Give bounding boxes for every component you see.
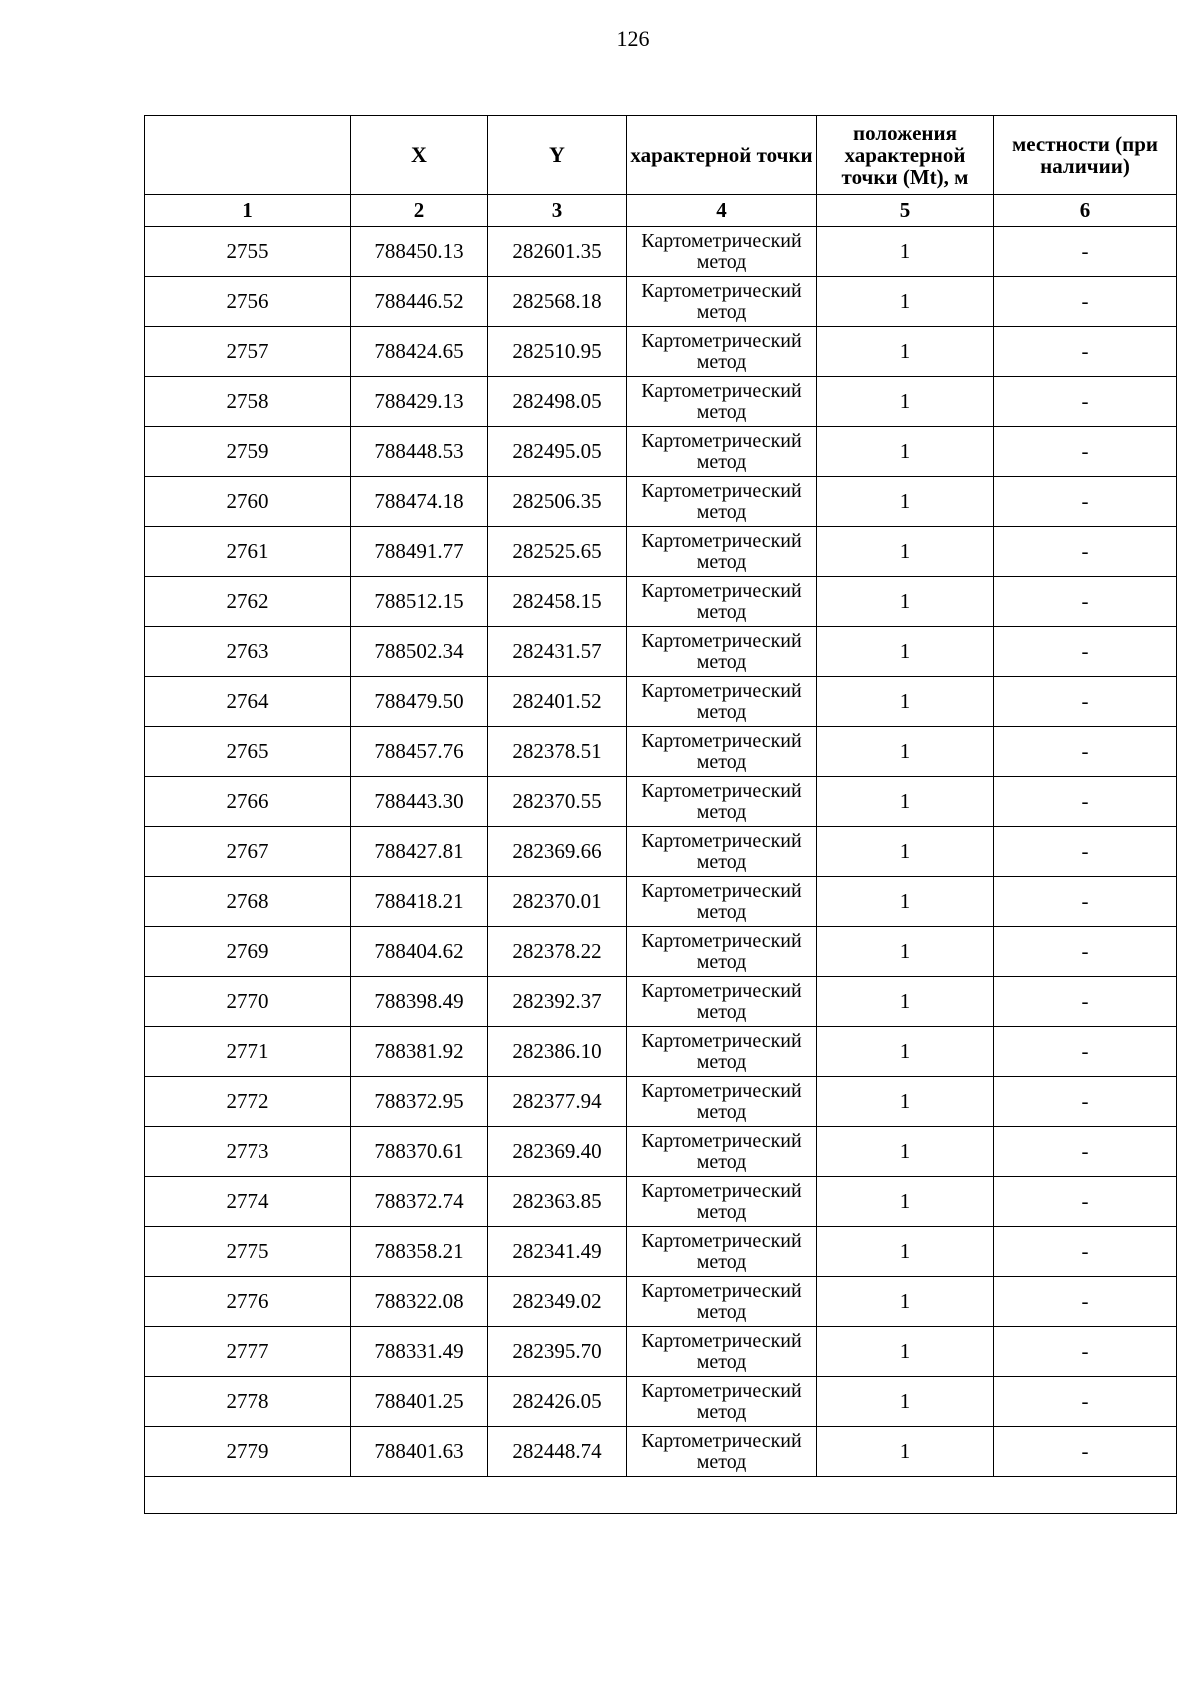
table-row xyxy=(145,1127,1177,1177)
location-cell: - xyxy=(994,1277,1177,1327)
accuracy-cell: 1 xyxy=(817,1327,994,1377)
x-coordinate-cell: 788372.95 xyxy=(351,1077,488,1127)
point-number-cell: 2775 xyxy=(145,1227,351,1277)
point-number-cell: 2776 xyxy=(145,1277,351,1327)
location-cell: - xyxy=(994,1077,1177,1127)
method-line-2: метод xyxy=(696,400,747,423)
column-number: 2 xyxy=(351,195,488,227)
x-coordinate-cell: 788401.63 xyxy=(351,1427,488,1477)
y-coordinate-cell: 282370.01 xyxy=(488,877,627,927)
table-row xyxy=(145,1327,1177,1377)
method-line-2: метод xyxy=(696,1400,747,1423)
location-cell: - xyxy=(994,977,1177,1027)
method-line-1: Картометрический xyxy=(641,829,802,852)
empty-cell xyxy=(145,1477,1177,1514)
header-row xyxy=(145,116,1177,195)
point-number-cell: 2760 xyxy=(145,477,351,527)
header-cell-x: X xyxy=(351,116,488,195)
point-number-cell: 2778 xyxy=(145,1377,351,1427)
y-coordinate-cell: 282498.05 xyxy=(488,377,627,427)
method-cell xyxy=(627,1077,817,1127)
y-coordinate-cell: 282378.22 xyxy=(488,927,627,977)
location-cell: - xyxy=(994,527,1177,577)
table-row xyxy=(145,577,1177,627)
table-row xyxy=(145,927,1177,977)
table-row xyxy=(145,677,1177,727)
x-coordinate-cell: 788322.08 xyxy=(351,1277,488,1327)
method-line-2: метод xyxy=(696,900,747,923)
y-coordinate-cell: 282377.94 xyxy=(488,1077,627,1127)
x-coordinate-cell: 788418.21 xyxy=(351,877,488,927)
x-coordinate-cell: 788479.50 xyxy=(351,677,488,727)
point-number-cell: 2771 xyxy=(145,1027,351,1077)
table-row xyxy=(145,727,1177,777)
accuracy-cell: 1 xyxy=(817,1277,994,1327)
accuracy-cell: 1 xyxy=(817,1427,994,1477)
table-row xyxy=(145,627,1177,677)
y-coordinate-cell: 282386.10 xyxy=(488,1027,627,1077)
point-number-cell: 2756 xyxy=(145,277,351,327)
method-cell xyxy=(627,1277,817,1327)
table-row xyxy=(145,477,1177,527)
method-line-1: Картометрический xyxy=(641,1129,802,1152)
x-coordinate-cell: 788502.34 xyxy=(351,627,488,677)
x-coordinate-cell: 788401.25 xyxy=(351,1377,488,1427)
point-number-cell: 2772 xyxy=(145,1077,351,1127)
location-cell: - xyxy=(994,477,1177,527)
table-row xyxy=(145,1277,1177,1327)
header-cell-location: местности (при наличии) xyxy=(994,116,1177,195)
method-line-2: метод xyxy=(696,700,747,723)
point-number-cell: 2758 xyxy=(145,377,351,427)
method-cell xyxy=(627,1327,817,1377)
method-cell xyxy=(627,827,817,877)
location-cell: - xyxy=(994,1327,1177,1377)
table-empty-footer-row xyxy=(145,1477,1177,1514)
method-cell xyxy=(627,877,817,927)
point-number-cell: 2759 xyxy=(145,427,351,477)
page-number: 126 xyxy=(616,26,650,51)
column-number: 5 xyxy=(817,195,994,227)
x-coordinate-cell: 788358.21 xyxy=(351,1227,488,1277)
table-row xyxy=(145,1077,1177,1127)
x-coordinate-cell: 788446.52 xyxy=(351,277,488,327)
accuracy-cell: 1 xyxy=(817,1077,994,1127)
y-coordinate-cell: 282601.35 xyxy=(488,227,627,277)
method-cell xyxy=(627,627,817,677)
x-coordinate-cell: 788404.62 xyxy=(351,927,488,977)
x-coordinate-cell: 788372.74 xyxy=(351,1177,488,1227)
x-coordinate-cell: 788331.49 xyxy=(351,1327,488,1377)
method-line-1: Картометрический xyxy=(641,379,802,402)
accuracy-cell: 1 xyxy=(817,1027,994,1077)
x-coordinate-cell: 788398.49 xyxy=(351,977,488,1027)
method-cell xyxy=(627,327,817,377)
method-line-1: Картометрический xyxy=(641,329,802,352)
method-cell xyxy=(627,977,817,1027)
method-line-2: метод xyxy=(696,300,747,323)
accuracy-cell: 1 xyxy=(817,827,994,877)
x-coordinate-cell: 788457.76 xyxy=(351,727,488,777)
accuracy-cell: 1 xyxy=(817,1127,994,1177)
y-coordinate-cell: 282378.51 xyxy=(488,727,627,777)
method-line-2: метод xyxy=(696,1100,747,1123)
y-coordinate-cell: 282495.05 xyxy=(488,427,627,477)
point-number-cell: 2766 xyxy=(145,777,351,827)
method-cell xyxy=(627,1227,817,1277)
method-cell xyxy=(627,777,817,827)
y-coordinate-cell: 282426.05 xyxy=(488,1377,627,1427)
point-number-cell: 2769 xyxy=(145,927,351,977)
method-line-1: Картометрический xyxy=(641,1079,802,1102)
accuracy-cell: 1 xyxy=(817,1227,994,1277)
x-coordinate-cell: 788443.30 xyxy=(351,777,488,827)
point-number-cell: 2767 xyxy=(145,827,351,877)
accuracy-cell: 1 xyxy=(817,627,994,677)
point-number-cell: 2774 xyxy=(145,1177,351,1227)
table-row xyxy=(145,327,1177,377)
y-coordinate-cell: 282525.65 xyxy=(488,527,627,577)
point-number-cell: 2765 xyxy=(145,727,351,777)
method-line-2: метод xyxy=(696,1000,747,1023)
method-line-1: Картометрический xyxy=(641,479,802,502)
method-line-1: Картометрический xyxy=(641,1329,802,1352)
location-cell: - xyxy=(994,1427,1177,1477)
location-cell: - xyxy=(994,1177,1177,1227)
x-coordinate-cell: 788427.81 xyxy=(351,827,488,877)
accuracy-cell: 1 xyxy=(817,927,994,977)
point-number-cell: 2763 xyxy=(145,627,351,677)
x-coordinate-cell: 788491.77 xyxy=(351,527,488,577)
method-cell xyxy=(627,477,817,527)
method-line-2: метод xyxy=(696,350,747,373)
method-line-2: метод xyxy=(696,800,747,823)
accuracy-cell: 1 xyxy=(817,277,994,327)
method-line-1: Картометрический xyxy=(641,279,802,302)
location-cell: - xyxy=(994,827,1177,877)
method-line-2: метод xyxy=(696,850,747,873)
table-row xyxy=(145,227,1177,277)
x-coordinate-cell: 788450.13 xyxy=(351,227,488,277)
x-coordinate-cell: 788474.18 xyxy=(351,477,488,527)
method-cell xyxy=(627,427,817,477)
accuracy-cell: 1 xyxy=(817,877,994,927)
accuracy-cell: 1 xyxy=(817,477,994,527)
method-cell xyxy=(627,227,817,277)
point-number-cell: 2755 xyxy=(145,227,351,277)
point-number-cell: 2773 xyxy=(145,1127,351,1177)
y-coordinate-cell: 282506.35 xyxy=(488,477,627,527)
header-cell-point-number xyxy=(145,116,351,195)
y-coordinate-cell: 282392.37 xyxy=(488,977,627,1027)
point-number-cell: 2779 xyxy=(145,1427,351,1477)
y-coordinate-cell: 282431.57 xyxy=(488,627,627,677)
method-line-1: Картометрический xyxy=(641,1179,802,1202)
table-row xyxy=(145,1227,1177,1277)
y-coordinate-cell: 282568.18 xyxy=(488,277,627,327)
column-number: 1 xyxy=(145,195,351,227)
header-cell-method: характерной точки xyxy=(627,116,817,195)
method-line-1: Картометрический xyxy=(641,679,802,702)
method-line-2: метод xyxy=(696,950,747,973)
method-cell xyxy=(627,1177,817,1227)
table-row xyxy=(145,777,1177,827)
point-number-cell: 2762 xyxy=(145,577,351,627)
accuracy-cell: 1 xyxy=(817,777,994,827)
method-line-2: метод xyxy=(696,250,747,273)
accuracy-cell: 1 xyxy=(817,1177,994,1227)
location-cell: - xyxy=(994,227,1177,277)
table-row xyxy=(145,277,1177,327)
y-coordinate-cell: 282510.95 xyxy=(488,327,627,377)
y-coordinate-cell: 282395.70 xyxy=(488,1327,627,1377)
method-cell xyxy=(627,577,817,627)
location-cell: - xyxy=(994,1027,1177,1077)
method-line-2: метод xyxy=(696,650,747,673)
point-number-cell: 2757 xyxy=(145,327,351,377)
accuracy-cell: 1 xyxy=(817,977,994,1027)
method-line-1: Картометрический xyxy=(641,1379,802,1402)
point-number-cell: 2770 xyxy=(145,977,351,1027)
method-line-1: Картометрический xyxy=(641,579,802,602)
accuracy-cell: 1 xyxy=(817,527,994,577)
y-coordinate-cell: 282370.55 xyxy=(488,777,627,827)
column-number: 3 xyxy=(488,195,627,227)
table-body xyxy=(145,227,1177,1477)
method-line-2: метод xyxy=(696,550,747,573)
method-line-1: Картометрический xyxy=(641,779,802,802)
method-line-2: метод xyxy=(696,1050,747,1073)
method-line-1: Картометрический xyxy=(641,429,802,452)
column-number-row xyxy=(145,195,1177,227)
location-cell: - xyxy=(994,1127,1177,1177)
method-line-2: метод xyxy=(696,1300,747,1323)
method-line-1: Картометрический xyxy=(641,1429,802,1452)
method-line-1: Картометрический xyxy=(641,629,802,652)
table-row xyxy=(145,1427,1177,1477)
y-coordinate-cell: 282341.49 xyxy=(488,1227,627,1277)
table-row xyxy=(145,527,1177,577)
y-coordinate-cell: 282369.66 xyxy=(488,827,627,877)
accuracy-cell: 1 xyxy=(817,727,994,777)
method-cell xyxy=(627,1377,817,1427)
location-cell: - xyxy=(994,377,1177,427)
coordinates-table xyxy=(144,115,1177,1514)
x-coordinate-cell: 788512.15 xyxy=(351,577,488,627)
y-coordinate-cell: 282349.02 xyxy=(488,1277,627,1327)
accuracy-cell: 1 xyxy=(817,677,994,727)
table-row xyxy=(145,1377,1177,1427)
header-cell-accuracy: положения характерной точки (Mt), м xyxy=(817,116,994,195)
point-number-cell: 2761 xyxy=(145,527,351,577)
location-cell: - xyxy=(994,677,1177,727)
y-coordinate-cell: 282369.40 xyxy=(488,1127,627,1177)
accuracy-cell: 1 xyxy=(817,377,994,427)
method-line-1: Картометрический xyxy=(641,879,802,902)
method-cell xyxy=(627,677,817,727)
method-line-2: метод xyxy=(696,450,747,473)
location-cell: - xyxy=(994,1377,1177,1427)
accuracy-cell: 1 xyxy=(817,1377,994,1427)
table-row xyxy=(145,827,1177,877)
x-coordinate-cell: 788448.53 xyxy=(351,427,488,477)
method-line-2: метод xyxy=(696,1150,747,1173)
table-row xyxy=(145,1027,1177,1077)
x-coordinate-cell: 788381.92 xyxy=(351,1027,488,1077)
method-line-2: метод xyxy=(696,750,747,773)
method-line-2: метод xyxy=(696,1200,747,1223)
header-cell-y: Y xyxy=(488,116,627,195)
y-coordinate-cell: 282458.15 xyxy=(488,577,627,627)
point-number-cell: 2764 xyxy=(145,677,351,727)
column-number: 6 xyxy=(994,195,1177,227)
y-coordinate-cell: 282448.74 xyxy=(488,1427,627,1477)
method-cell xyxy=(627,527,817,577)
table-row xyxy=(145,1177,1177,1227)
location-cell: - xyxy=(994,427,1177,477)
location-cell: - xyxy=(994,727,1177,777)
location-cell: - xyxy=(994,877,1177,927)
method-line-1: Картометрический xyxy=(641,929,802,952)
location-cell: - xyxy=(994,777,1177,827)
method-line-1: Картометрический xyxy=(641,729,802,752)
point-number-cell: 2768 xyxy=(145,877,351,927)
method-line-2: метод xyxy=(696,500,747,523)
method-line-1: Картометрический xyxy=(641,229,802,252)
x-coordinate-cell: 788424.65 xyxy=(351,327,488,377)
point-number-cell: 2777 xyxy=(145,1327,351,1377)
location-cell: - xyxy=(994,577,1177,627)
method-line-1: Картометрический xyxy=(641,1279,802,1302)
location-cell: - xyxy=(994,277,1177,327)
method-cell xyxy=(627,927,817,977)
accuracy-cell: 1 xyxy=(817,577,994,627)
method-cell xyxy=(627,277,817,327)
x-coordinate-cell: 788429.13 xyxy=(351,377,488,427)
location-cell: - xyxy=(994,327,1177,377)
x-coordinate-cell: 788370.61 xyxy=(351,1127,488,1177)
method-line-2: метод xyxy=(696,1350,747,1373)
table-row xyxy=(145,377,1177,427)
method-line-1: Картометрический xyxy=(641,1029,802,1052)
method-line-2: метод xyxy=(696,600,747,623)
method-line-2: метод xyxy=(696,1250,747,1273)
table-row xyxy=(145,427,1177,477)
column-number: 4 xyxy=(627,195,817,227)
method-line-1: Картометрический xyxy=(641,979,802,1002)
accuracy-cell: 1 xyxy=(817,327,994,377)
location-cell: - xyxy=(994,627,1177,677)
accuracy-cell: 1 xyxy=(817,427,994,477)
method-line-1: Картометрический xyxy=(641,529,802,552)
method-cell xyxy=(627,1127,817,1177)
method-cell xyxy=(627,727,817,777)
method-cell xyxy=(627,1027,817,1077)
y-coordinate-cell: 282401.52 xyxy=(488,677,627,727)
table-row xyxy=(145,977,1177,1027)
location-cell: - xyxy=(994,1227,1177,1277)
location-cell: - xyxy=(994,927,1177,977)
accuracy-cell: 1 xyxy=(817,227,994,277)
method-cell xyxy=(627,377,817,427)
method-cell xyxy=(627,1427,817,1477)
y-coordinate-cell: 282363.85 xyxy=(488,1177,627,1227)
method-line-2: метод xyxy=(696,1450,747,1473)
method-line-1: Картометрический xyxy=(641,1229,802,1252)
table-row xyxy=(145,877,1177,927)
